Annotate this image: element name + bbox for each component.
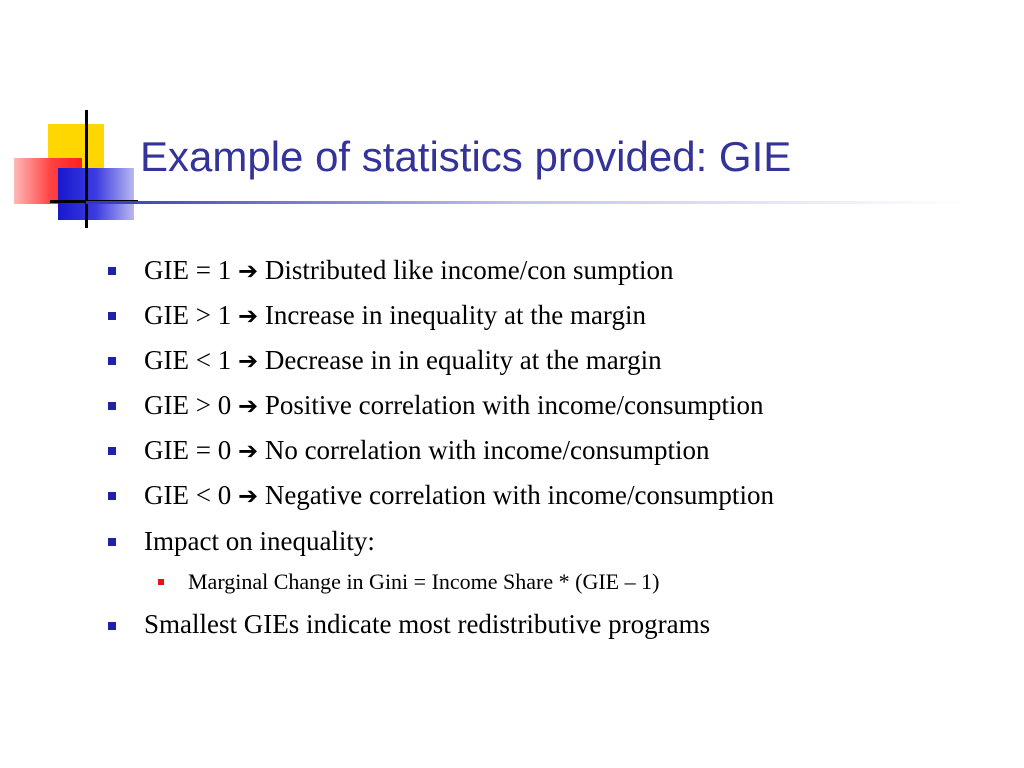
list-item (144, 434, 709, 467)
bullet-icon (108, 312, 116, 320)
right-arrow-icon: ➔ (237, 392, 259, 420)
bullet-icon (108, 447, 116, 455)
right-arrow-icon: ➔ (237, 437, 259, 465)
impact-heading: Impact on inequality: (144, 526, 375, 556)
impact-formula: Marginal Change in Gini = Income Share * (GIE – 1) (188, 569, 660, 594)
gie-meaning: Positive correlation with income/consumption (264, 390, 764, 420)
bullet-icon (108, 402, 116, 410)
gie-meaning: Decrease in in equality at the margin (264, 345, 662, 375)
gie-condition: GIE < 1 (144, 345, 232, 375)
gie-condition: GIE < 0 (144, 480, 232, 510)
list-item (144, 479, 774, 512)
title-underline-rule (86, 201, 966, 204)
gie-condition: GIE = 1 (144, 255, 232, 285)
conclusion-item: Smallest GIEs indicate most redistributive programs (144, 609, 711, 639)
list-item (144, 389, 764, 422)
right-arrow-icon: ➔ (237, 302, 259, 330)
bullet-icon (108, 622, 116, 630)
gie-condition: GIE = 0 (144, 435, 232, 465)
bullet-icon (108, 492, 116, 500)
right-arrow-icon: ➔ (237, 482, 259, 510)
right-arrow-icon: ➔ (237, 257, 259, 285)
bullet-icon (108, 267, 116, 275)
list-item (144, 299, 646, 332)
gie-meaning: Distributed like income/con sumption (264, 255, 674, 285)
bullet-icon (108, 357, 116, 365)
gie-condition: GIE > 1 (144, 300, 232, 330)
list-item (144, 344, 662, 377)
bullet-icon (108, 538, 116, 546)
gie-meaning: Negative correlation with income/consumption (264, 480, 774, 510)
logo-vertical-line (85, 110, 88, 228)
gie-meaning: No correlation with income/consumption (264, 435, 710, 465)
gie-meaning: Increase in inequality at the margin (264, 300, 646, 330)
gie-condition: GIE > 0 (144, 390, 232, 420)
sub-bullet-icon (158, 579, 164, 585)
list-item (144, 254, 674, 287)
slide-title: Example of statistics provided: GIE (140, 133, 792, 180)
logo-blue-square (58, 168, 134, 220)
right-arrow-icon: ➔ (237, 347, 259, 375)
